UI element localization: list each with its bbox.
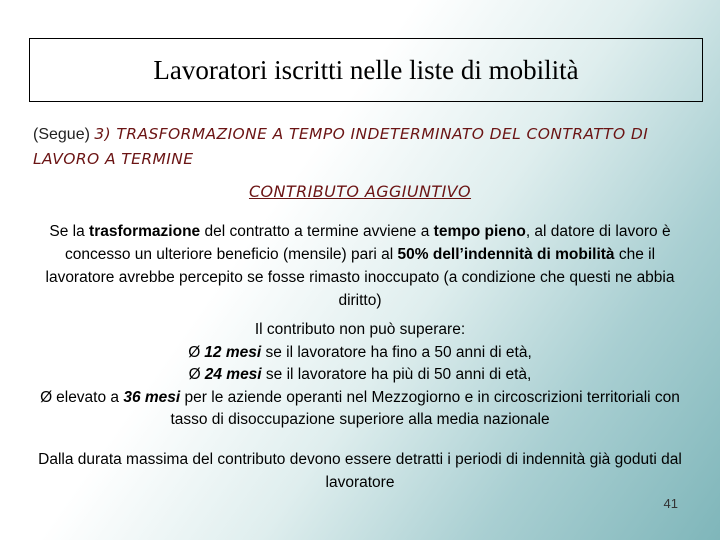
bullet-3-text: per le aziende operanti nel Mezzogiorno e in circoscrizioni territoriali con tasso di disoccupazione superiore alla media nazionale bbox=[170, 388, 680, 428]
p1-text-3: , al datore di lavoro è concesso un ulteriore beneficio (mensile) pari al bbox=[64, 223, 671, 263]
p1-text-4: che il lavoratore avrebbe percepito se fosse rimasto inoccupato (a condizione che questi ne abbia diritto) bbox=[45, 246, 675, 309]
paragraph-trasformazione bbox=[30, 220, 690, 312]
bullet-1-text: se il lavoratore ha fino a 50 anni di età, bbox=[261, 343, 532, 361]
arrow-bullet-icon: Ø bbox=[188, 343, 201, 361]
subtitle-prefix: (Segue) bbox=[33, 126, 90, 143]
subtitle-main: 3) TRASFORMAZIONE A TEMPO INDETERMINATO DEL CONTRATTO DI LAVORO A TERMINE bbox=[33, 125, 649, 168]
limiti-intro: Il contributo non può superare: bbox=[254, 321, 466, 338]
slide-subtitle bbox=[33, 122, 703, 172]
bullet-3-emphasis: 36 mesi bbox=[123, 388, 181, 406]
bullet-item-2 bbox=[30, 364, 690, 387]
slide-title bbox=[29, 38, 703, 102]
arrow-bullet-icon: Ø bbox=[188, 366, 201, 383]
paragraph-limiti bbox=[30, 319, 690, 432]
slide-title-text: Lavoratori iscritti nelle liste di mobilità bbox=[153, 54, 579, 85]
bullet-2-emphasis: 24 mesi bbox=[204, 366, 262, 383]
arrow-bullet-icon: Ø bbox=[40, 388, 53, 406]
p1-text-2: del contratto a termine avviene a bbox=[200, 223, 434, 240]
section-heading: CONTRIBUTO AGGIUNTIVO bbox=[248, 182, 472, 201]
p1-bold-3: 50% dell’indennità di mobilità bbox=[397, 246, 615, 263]
p1-bold-2: tempo pieno bbox=[433, 223, 526, 240]
bullet-2-text: se il lavoratore ha più di 50 anni di età, bbox=[261, 366, 532, 383]
p1-text-1: Se la bbox=[49, 223, 90, 240]
bullet-item-3 bbox=[30, 387, 690, 432]
p1-bold-1: trasformazione bbox=[89, 223, 201, 240]
bullet-1-emphasis: 12 mesi bbox=[204, 343, 262, 361]
page-number: 41 bbox=[663, 496, 678, 511]
paragraph-detrazione: Dalla durata massima del contributo devono essere detratti i periodi di indennità già goduti dal lavoratore bbox=[38, 451, 682, 491]
bullet-item-1 bbox=[30, 342, 690, 365]
bullet-3-prefix: elevato a bbox=[56, 388, 124, 406]
